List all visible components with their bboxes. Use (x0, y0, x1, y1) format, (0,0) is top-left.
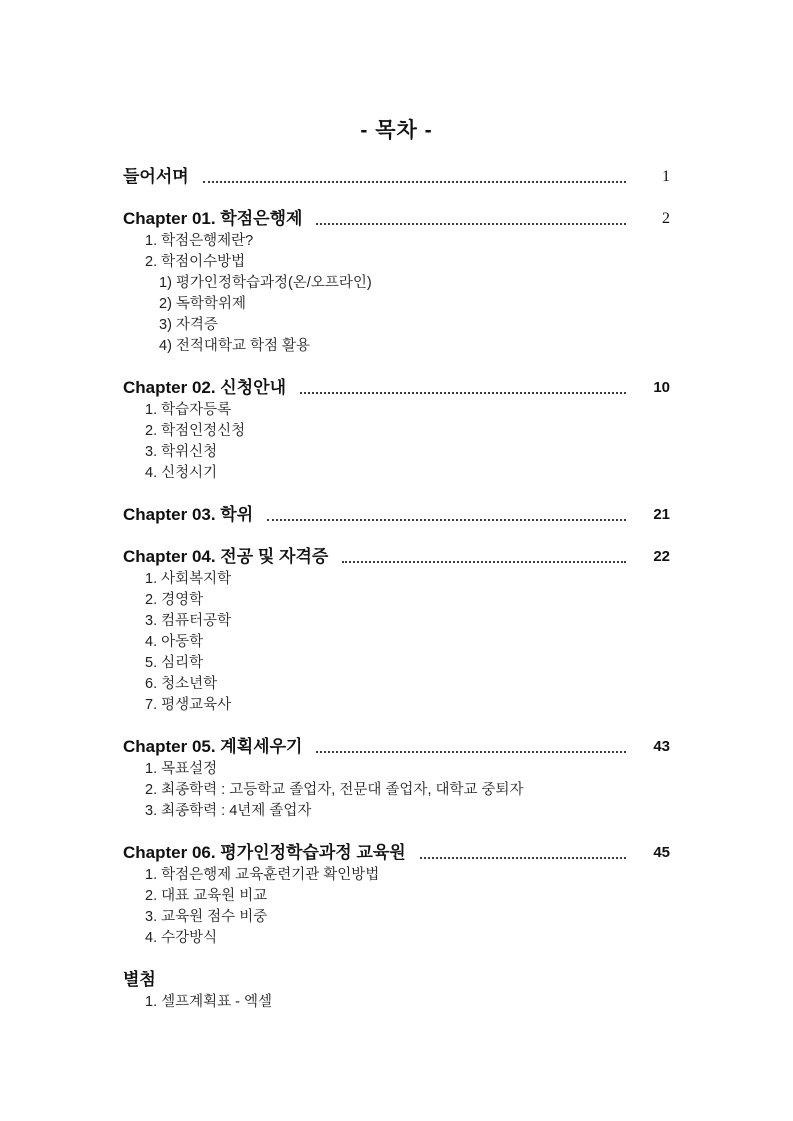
dotted-leader (316, 751, 626, 753)
toc-entry-label: Chapter 06. 평가인정학습과정 교육원 (123, 843, 406, 862)
toc-page-number: 21 (653, 506, 670, 523)
toc-entry-header (123, 504, 670, 526)
toc-entry (123, 842, 670, 949)
toc-entry-header (123, 546, 670, 568)
toc-entry (123, 969, 670, 1013)
toc-sub-item: 3) 자격증 (159, 317, 218, 333)
toc-entry-label: Chapter 04. 전공 및 자격증 (123, 547, 329, 566)
toc-entry-header (123, 377, 670, 399)
toc-sub-list (123, 992, 670, 1013)
dotted-leader (300, 392, 626, 394)
toc-page-number: 45 (653, 844, 670, 861)
toc-page-number: 22 (653, 548, 670, 565)
toc-sub-item: 2. 학점이수방법 (145, 254, 246, 270)
toc-sub-list (123, 400, 670, 484)
toc-sub-list (123, 759, 670, 822)
toc-sub-item: 4. 신청시기 (145, 465, 218, 481)
toc-entry (123, 166, 670, 188)
toc-sub-item: 1. 셀프계획표 - 엑셀 (145, 994, 273, 1010)
dotted-leader (420, 857, 626, 859)
toc-sub-item: 1. 학점은행제란? (145, 233, 254, 249)
toc-entry-label: Chapter 02. 신청안내 (123, 378, 286, 397)
toc-entry (123, 504, 670, 526)
dotted-leader (316, 223, 626, 225)
toc-sub-item: 2. 대표 교육원 비교 (145, 888, 268, 904)
toc-sub-item: 1) 평가인정학습과정(온/오프라인) (159, 275, 372, 291)
toc-entry-label: Chapter 01. 학점은행제 (123, 209, 303, 228)
toc-page-number: 43 (653, 738, 670, 755)
dotted-leader (203, 181, 626, 183)
toc-entry-label: 들어서며 (123, 167, 189, 186)
toc-page-number: 10 (653, 379, 670, 396)
toc-sub-item: 6. 청소년학 (145, 676, 218, 692)
toc-sub-item: 2. 경영학 (145, 592, 204, 608)
toc-sub-item: 2) 독학학위제 (159, 296, 246, 312)
toc-sub-item: 1. 사회복지학 (145, 571, 232, 587)
dotted-leader (267, 519, 626, 521)
toc-sub-item: 2. 최종학력 : 고등학교 졸업자, 전문대 졸업자, 대학교 중퇴자 (145, 782, 524, 798)
toc-sub-item: 3. 최종학력 : 4년제 졸업자 (145, 803, 312, 819)
toc-sub-list (123, 569, 670, 716)
toc-entry (123, 546, 670, 716)
toc-entry-header (123, 736, 670, 758)
toc-entry-label: Chapter 03. 학위 (123, 505, 254, 524)
toc-sub-item: 1. 학점은행제 교육훈련기관 확인방법 (145, 867, 380, 883)
toc-entry-header (123, 969, 670, 991)
page-title: - 목차 - (360, 119, 433, 142)
toc-page-number: 1 (662, 168, 670, 185)
toc-sub-item: 5. 심리학 (145, 655, 204, 671)
toc-sub-item: 2. 학점인정신청 (145, 423, 246, 439)
toc-sub-list (123, 865, 670, 949)
toc-sub-item: 3. 학위신청 (145, 444, 218, 460)
toc-page-number: 2 (662, 210, 670, 227)
toc-sub-item: 1. 목표설정 (145, 761, 218, 777)
toc-sub-item: 4) 전적대학교 학점 활용 (159, 338, 311, 354)
toc-entry (123, 208, 670, 357)
table-of-contents (123, 166, 670, 1013)
toc-sub-item: 4. 수강방식 (145, 930, 218, 946)
toc-entry-header (123, 166, 670, 188)
toc-entry-label: 별첨 (123, 970, 156, 989)
toc-entry-label: Chapter 05. 계획세우기 (123, 737, 303, 756)
toc-sub-item: 1. 학습자등록 (145, 402, 232, 418)
toc-entry-header (123, 208, 670, 230)
toc-entry-header (123, 842, 670, 864)
dotted-leader (342, 561, 626, 563)
toc-sub-list (123, 231, 670, 357)
toc-entry (123, 377, 670, 484)
toc-sub-item: 3. 교육원 점수 비중 (145, 909, 268, 925)
toc-entry (123, 736, 670, 822)
toc-sub-item: 3. 컴퓨터공학 (145, 613, 232, 629)
toc-sub-item: 4. 아동학 (145, 634, 204, 650)
toc-sub-item: 7. 평생교육사 (145, 697, 232, 713)
